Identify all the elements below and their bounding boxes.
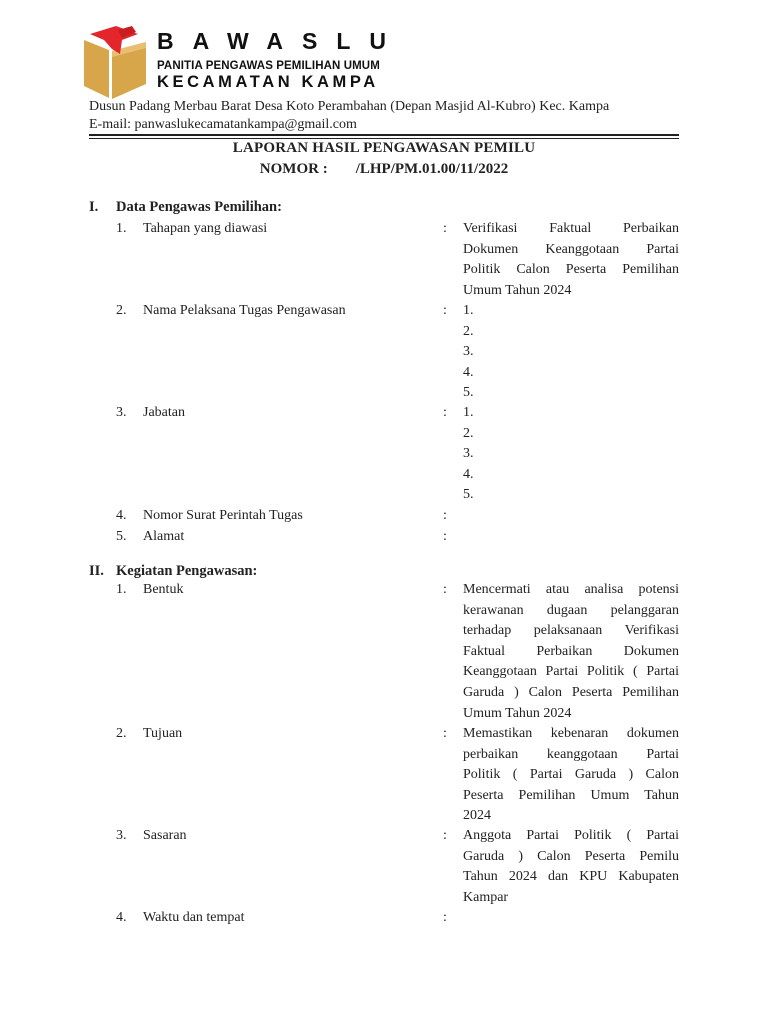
document-title [89, 138, 679, 179]
nomor-value: /LHP/PM.01.00/11/2022 [355, 161, 509, 177]
nomor-line [89, 159, 679, 179]
value-line: 5. [463, 487, 474, 503]
email-line: E-mail: panwaslukecamatankampa@gmail.com [89, 117, 357, 132]
item-value [463, 724, 679, 827]
value-line: Peserta Pemilihan Umum Tahun [463, 787, 679, 803]
value-line: 4. [463, 466, 474, 482]
item-colon: : [443, 529, 447, 544]
value-line: 2. [463, 323, 474, 339]
org-header [157, 28, 405, 91]
address-block [89, 98, 609, 134]
item-number: 1. [116, 221, 127, 236]
item-colon: : [443, 303, 447, 318]
nomor-label: NOMOR : [259, 161, 328, 177]
item-label: Tahapan yang diawasi [143, 221, 268, 236]
value-line: terhadap pelaksanaan Verifikasi [463, 623, 679, 639]
item-colon: : [443, 221, 447, 236]
value-line: Kampar [463, 889, 509, 905]
item-colon: : [443, 508, 447, 523]
item-value [463, 826, 679, 908]
value-line: 2024 [463, 808, 491, 824]
value-line: Dokumen Keanggotaan Partai [463, 241, 679, 257]
value-line: Garuda ) Calon Peserta Pemilihan [463, 684, 679, 700]
org-name: BAWASLU [157, 28, 405, 54]
value-line: 5. [463, 385, 474, 401]
bawaslu-logo-icon [82, 26, 148, 100]
item-number: 2. [116, 726, 127, 741]
section-number: I. [89, 199, 99, 215]
value-line: Garuda ) Calon Peserta Pemilu [463, 848, 679, 864]
value-line: Tahun 2024 dan KPU Kabupaten [463, 869, 679, 885]
header-divider [89, 134, 679, 136]
value-line: 3. [463, 446, 474, 462]
section-title: Data Pengawas Pemilihan: [116, 199, 282, 215]
org-district: KECAMATAN KAMPA [157, 73, 379, 91]
item-colon: : [443, 910, 447, 925]
item-label: Alamat [143, 529, 185, 544]
value-line: 3. [463, 344, 474, 360]
org-subtitle: PANITIA PENGAWAS PEMILIHAN UMUM [157, 60, 380, 72]
item-label: Tujuan [143, 726, 183, 741]
value-line: Umum Tahun 2024 [463, 282, 572, 298]
value-line: Anggota Partai Politik ( Partai [463, 828, 679, 843]
item-colon: : [443, 726, 447, 741]
item-colon: : [443, 405, 447, 420]
item-label: Nomor Surat Perintah Tugas [143, 508, 303, 523]
item-label: Bentuk [143, 582, 184, 597]
value-line: perbaikan keanggotaan Partai [463, 746, 679, 762]
value-line: Verifikasi Faktual Perbaikan [463, 221, 679, 236]
item-number: 5. [116, 529, 127, 544]
item-label: Jabatan [143, 405, 185, 420]
item-value [463, 403, 679, 506]
section-heading [89, 199, 282, 216]
item-label: Waktu dan tempat [143, 910, 245, 925]
value-line: 2. [463, 425, 474, 441]
value-line: Keanggotaan Partai Politik ( Partai [463, 664, 679, 680]
value-line: Memastikan kebenaran dokumen [463, 726, 679, 741]
item-number: 2. [116, 303, 127, 318]
item-number: 4. [116, 508, 127, 523]
value-line: Umum Tahun 2024 [463, 705, 572, 721]
item-label: Sasaran [143, 828, 187, 843]
item-value [463, 580, 679, 724]
item-colon: : [443, 582, 447, 597]
item-number: 4. [116, 910, 127, 925]
value-line: 1. [463, 405, 474, 420]
value-line: Politik ( Partai Garuda ) Calon [463, 767, 679, 783]
item-value [463, 301, 679, 404]
value-line: kerawanan dugaan pelanggaran [463, 602, 679, 618]
item-value [463, 219, 679, 301]
section-title: Kegiatan Pengawasan: [116, 563, 258, 579]
value-line: Politik Calon Peserta Pemilihan [463, 262, 679, 278]
value-line: Faktual Perbaikan Dokumen [463, 643, 679, 659]
item-number: 1. [116, 582, 127, 597]
item-label: Nama Pelaksana Tugas Pengawasan [143, 303, 346, 318]
value-line: Mencermati atau analisa potensi [463, 582, 679, 597]
value-line: 1. [463, 303, 474, 318]
item-colon: : [443, 828, 447, 843]
title-line: LAPORAN HASIL PENGAWASAN PEMILU [232, 140, 536, 156]
item-number: 3. [116, 405, 127, 420]
section-heading [89, 563, 257, 580]
item-number: 3. [116, 828, 127, 843]
section-number: II. [89, 563, 104, 579]
address-line: Dusun Padang Merbau Barat Desa Koto Perambahan (Depan Masjid Al-Kubro) Kec. Kampa [89, 99, 610, 114]
value-line: 4. [463, 364, 474, 380]
